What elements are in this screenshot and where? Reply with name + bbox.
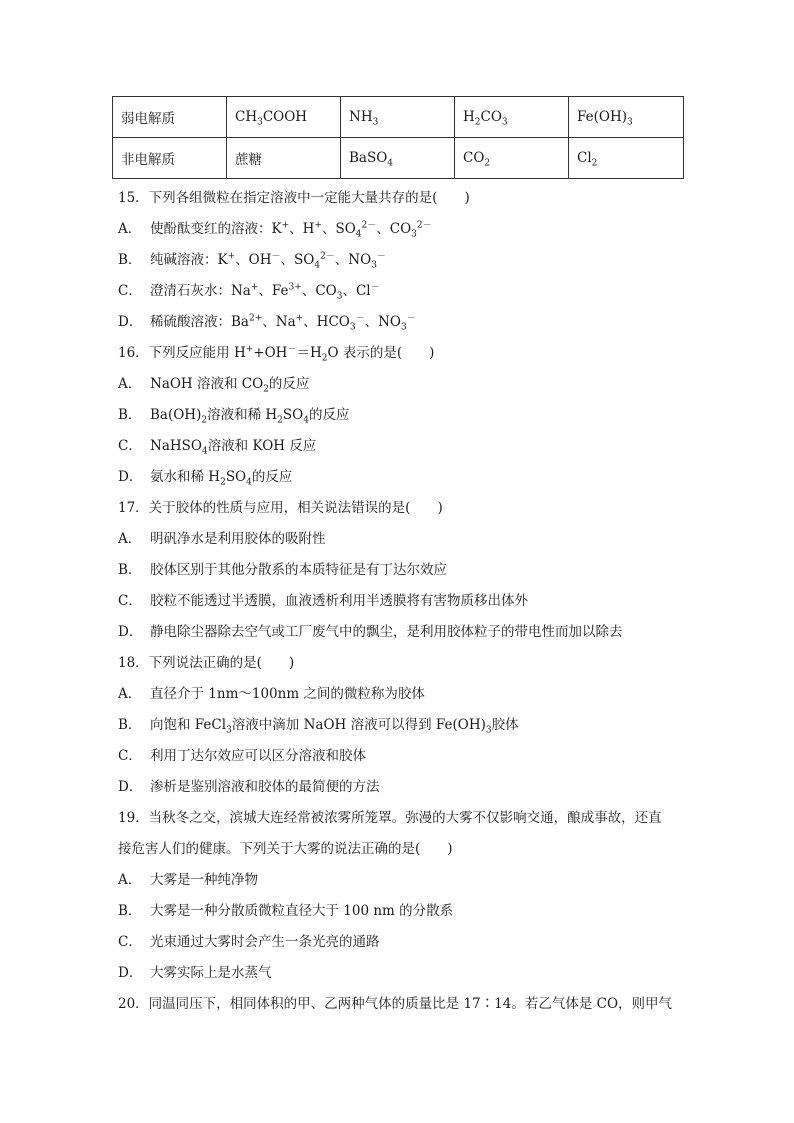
- answer-option: [118, 371, 678, 402]
- text-run: －: [271, 251, 281, 262]
- row-label: 非电解质: [113, 138, 227, 179]
- option-label: C．: [118, 934, 142, 950]
- text-run: 20．同温同压下，相同体积的甲、乙两种气体的质量比是 17∶14。若乙气体是 CO，则甲气: [118, 996, 673, 1012]
- text-run: 3: [257, 117, 263, 128]
- text-run: 纯碱溶液：K: [150, 252, 228, 268]
- option-label: C．: [118, 593, 142, 609]
- text-run: 3: [501, 117, 508, 128]
- text-run: 静电除尘器除去空气或工厂废气中的飘尘，是利用胶体粒子的带电性而加以除去: [150, 624, 623, 640]
- answer-option: [118, 464, 678, 495]
- text-run: 向饱和 FeCl: [150, 717, 227, 733]
- text-run: 2－: [320, 251, 335, 262]
- text-run: 溶液和稀 H: [207, 407, 278, 423]
- option-label: C．: [118, 283, 142, 299]
- text-run: SO: [282, 407, 304, 423]
- text-run: NaHSO: [150, 438, 202, 454]
- option-label: C．: [118, 748, 142, 764]
- text-run: 16．下列反应能用 H: [118, 345, 246, 361]
- option-label: A．: [118, 686, 142, 702]
- answer-option: [118, 402, 678, 433]
- text-run: 、CO: [301, 283, 337, 299]
- option-label: B．: [118, 903, 142, 919]
- text-run: 2: [277, 415, 283, 426]
- text-run: Fe(OH): [577, 109, 627, 125]
- text-run: 胶体: [491, 717, 519, 733]
- answer-option: [118, 774, 678, 805]
- text-run: 大雾实际上是水蒸气: [150, 965, 272, 981]
- answer-option: [118, 433, 678, 464]
- text-run: CH: [235, 109, 258, 125]
- text-run: 2: [201, 415, 208, 426]
- option-label: D．: [118, 469, 143, 485]
- question-stem: [118, 836, 678, 867]
- answer-option: [118, 526, 678, 557]
- table-cell: [569, 138, 684, 179]
- option-label: B．: [118, 717, 142, 733]
- text-run: 胶体区别于其他分散系的本质特征是有丁达尔效应: [150, 562, 447, 578]
- answer-option: [118, 681, 678, 712]
- answer-option: [118, 929, 678, 960]
- text-run: 2: [474, 117, 481, 128]
- text-run: 的反应: [308, 407, 350, 423]
- text-run: 4: [355, 229, 362, 240]
- text-run: 2: [263, 384, 269, 395]
- text-run: 3: [226, 725, 232, 736]
- option-label: B．: [118, 407, 142, 423]
- text-run: +: [281, 220, 290, 231]
- text-run: 利用丁达尔效应可以区分溶液和胶体: [150, 748, 366, 764]
- option-label: D．: [118, 314, 143, 330]
- text-run: 3: [411, 229, 417, 240]
- question-list: [118, 185, 678, 1022]
- question-stem: [118, 185, 678, 216]
- text-run: 、SO: [321, 221, 356, 237]
- option-label: A．: [118, 531, 142, 547]
- text-run: 2－: [361, 220, 377, 231]
- table-cell: [569, 97, 684, 138]
- option-label: D．: [118, 779, 143, 795]
- text-run: 、OH: [235, 252, 272, 268]
- text-run: 明矾净水是利用胶体的吸附性: [150, 531, 326, 547]
- answer-option: [118, 247, 678, 278]
- text-run: 3: [336, 291, 343, 302]
- text-run: 光束通过大雾时会产生一条光亮的通路: [150, 934, 380, 950]
- answer-option: [118, 278, 678, 309]
- text-run: 4: [246, 477, 252, 488]
- text-run: 的反应: [268, 376, 310, 392]
- text-run: O 表示的是( ): [327, 345, 435, 361]
- option-label: A．: [118, 221, 142, 237]
- table-row: [113, 138, 684, 179]
- text-run: 的反应: [251, 469, 293, 485]
- text-run: +OH: [253, 345, 288, 361]
- text-run: 2: [220, 477, 226, 488]
- text-run: BaSO: [349, 150, 388, 166]
- text-run: 、H: [289, 221, 315, 237]
- text-run: Ba(OH): [150, 407, 202, 423]
- text-run: 溶液中滴加 NaOH 溶液可以得到 Fe(OH): [231, 717, 486, 733]
- option-label: B．: [118, 252, 142, 268]
- text-run: CO: [480, 109, 502, 125]
- text-run: COOH: [262, 109, 308, 125]
- table-cell: [341, 138, 455, 179]
- text-run: －: [287, 344, 297, 355]
- text-run: +: [295, 313, 304, 324]
- text-run: +: [227, 251, 236, 262]
- text-run: 溶液和 KOH 反应: [207, 438, 317, 454]
- text-run: H: [463, 109, 475, 125]
- text-run: SO: [225, 469, 247, 485]
- text-run: +: [250, 282, 259, 293]
- answer-option: [118, 743, 678, 774]
- text-run: 4: [201, 446, 208, 457]
- text-run: －: [376, 251, 386, 262]
- table-cell: [341, 97, 455, 138]
- text-run: 胶粒不能透过半透膜，血液透析利用半透膜将有害物质移出体外: [150, 593, 528, 609]
- text-run: 2: [591, 158, 598, 169]
- option-label: D．: [118, 965, 143, 981]
- text-run: 大雾是一种纯净物: [150, 872, 258, 888]
- text-run: －: [355, 313, 365, 324]
- text-run: 渗析是鉴别溶液和胶体的最简便的方法: [150, 779, 380, 795]
- text-run: 15．下列各组微粒在指定溶液中一定能大量共存的是( ): [118, 190, 470, 206]
- table-cell: [227, 97, 341, 138]
- text-run: －: [370, 282, 380, 293]
- text-run: 3: [485, 725, 492, 736]
- question-stem: [118, 991, 678, 1022]
- answer-option: [118, 619, 678, 650]
- text-run: 4: [314, 260, 321, 271]
- text-run: +: [245, 344, 254, 355]
- option-label: B．: [118, 562, 142, 578]
- text-run: Cl: [577, 150, 592, 166]
- option-label: D．: [118, 624, 143, 640]
- answer-option: [118, 898, 678, 929]
- text-run: 接危害人们的健康。下列关于大雾的说法正确的是( ): [118, 841, 453, 857]
- text-run: 氨水和稀 H: [150, 469, 221, 485]
- answer-option: [118, 557, 678, 588]
- text-run: －: [406, 313, 416, 324]
- text-run: NaOH 溶液和 CO: [150, 376, 264, 392]
- table-cell: [455, 97, 569, 138]
- text-run: 、Na: [262, 314, 296, 330]
- text-run: 2－: [416, 220, 432, 231]
- text-run: ＝H: [296, 345, 322, 361]
- text-run: 直径介于 1nm～100nm 之间的微粒称为胶体: [150, 686, 425, 702]
- row-label: 弱电解质: [113, 97, 227, 138]
- answer-option: [118, 216, 678, 247]
- text-run: 4: [303, 415, 309, 426]
- text-run: 使酚酞变红的溶液：K: [150, 221, 282, 237]
- text-run: 、NO: [364, 314, 401, 330]
- table-cell: [227, 138, 341, 179]
- text-run: 3: [371, 260, 377, 271]
- text-run: 、Cl: [342, 283, 371, 299]
- text-run: 、NO: [334, 252, 372, 268]
- text-run: +: [314, 220, 322, 231]
- text-run: 18．下列说法正确的是( ): [118, 655, 295, 671]
- text-run: 、SO: [280, 252, 315, 268]
- text-run: NH: [349, 109, 373, 125]
- question-stem: [118, 340, 678, 371]
- text-run: 蔗糖: [235, 152, 262, 168]
- answer-option: [118, 588, 678, 619]
- text-run: 3: [627, 117, 633, 128]
- option-label: A．: [118, 376, 142, 392]
- text-run: 2: [484, 158, 491, 169]
- question-stem: [118, 805, 678, 836]
- option-label: A．: [118, 872, 142, 888]
- answer-option: [118, 712, 678, 743]
- text-run: 澄清石灰水：Na: [150, 283, 251, 299]
- text-run: 、CO: [376, 221, 412, 237]
- question-stem: [118, 495, 678, 526]
- text-run: 19．当秋冬之交，滨城大连经常被浓雾所笼罩。弥漫的大雾不仅影响交通，酿成事故，还直: [118, 810, 662, 826]
- table-cell: [455, 138, 569, 179]
- question-stem: [118, 650, 678, 681]
- text-run: 、Fe: [258, 283, 289, 299]
- option-label: C．: [118, 438, 142, 454]
- text-run: 3+: [288, 282, 302, 293]
- answer-option: [118, 960, 678, 991]
- answer-option: [118, 867, 678, 898]
- electrolyte-table: [112, 96, 684, 179]
- text-run: 17．关于胶体的性质与应用，相关说法错误的是( ): [118, 500, 443, 516]
- text-run: 3: [349, 322, 356, 333]
- text-run: 、HCO: [303, 314, 350, 330]
- text-run: 大雾是一种分散质微粒直径大于 100 nm 的分散系: [150, 903, 454, 919]
- text-run: 稀硫酸溶液：Ba: [150, 314, 249, 330]
- text-run: 2+: [248, 313, 263, 324]
- text-run: 2: [321, 353, 328, 364]
- text-run: CO: [463, 150, 485, 166]
- text-run: 3: [372, 117, 379, 128]
- text-run: 3: [401, 322, 407, 333]
- answer-option: [118, 309, 678, 340]
- table-row: [113, 97, 684, 138]
- text-run: 4: [387, 158, 394, 169]
